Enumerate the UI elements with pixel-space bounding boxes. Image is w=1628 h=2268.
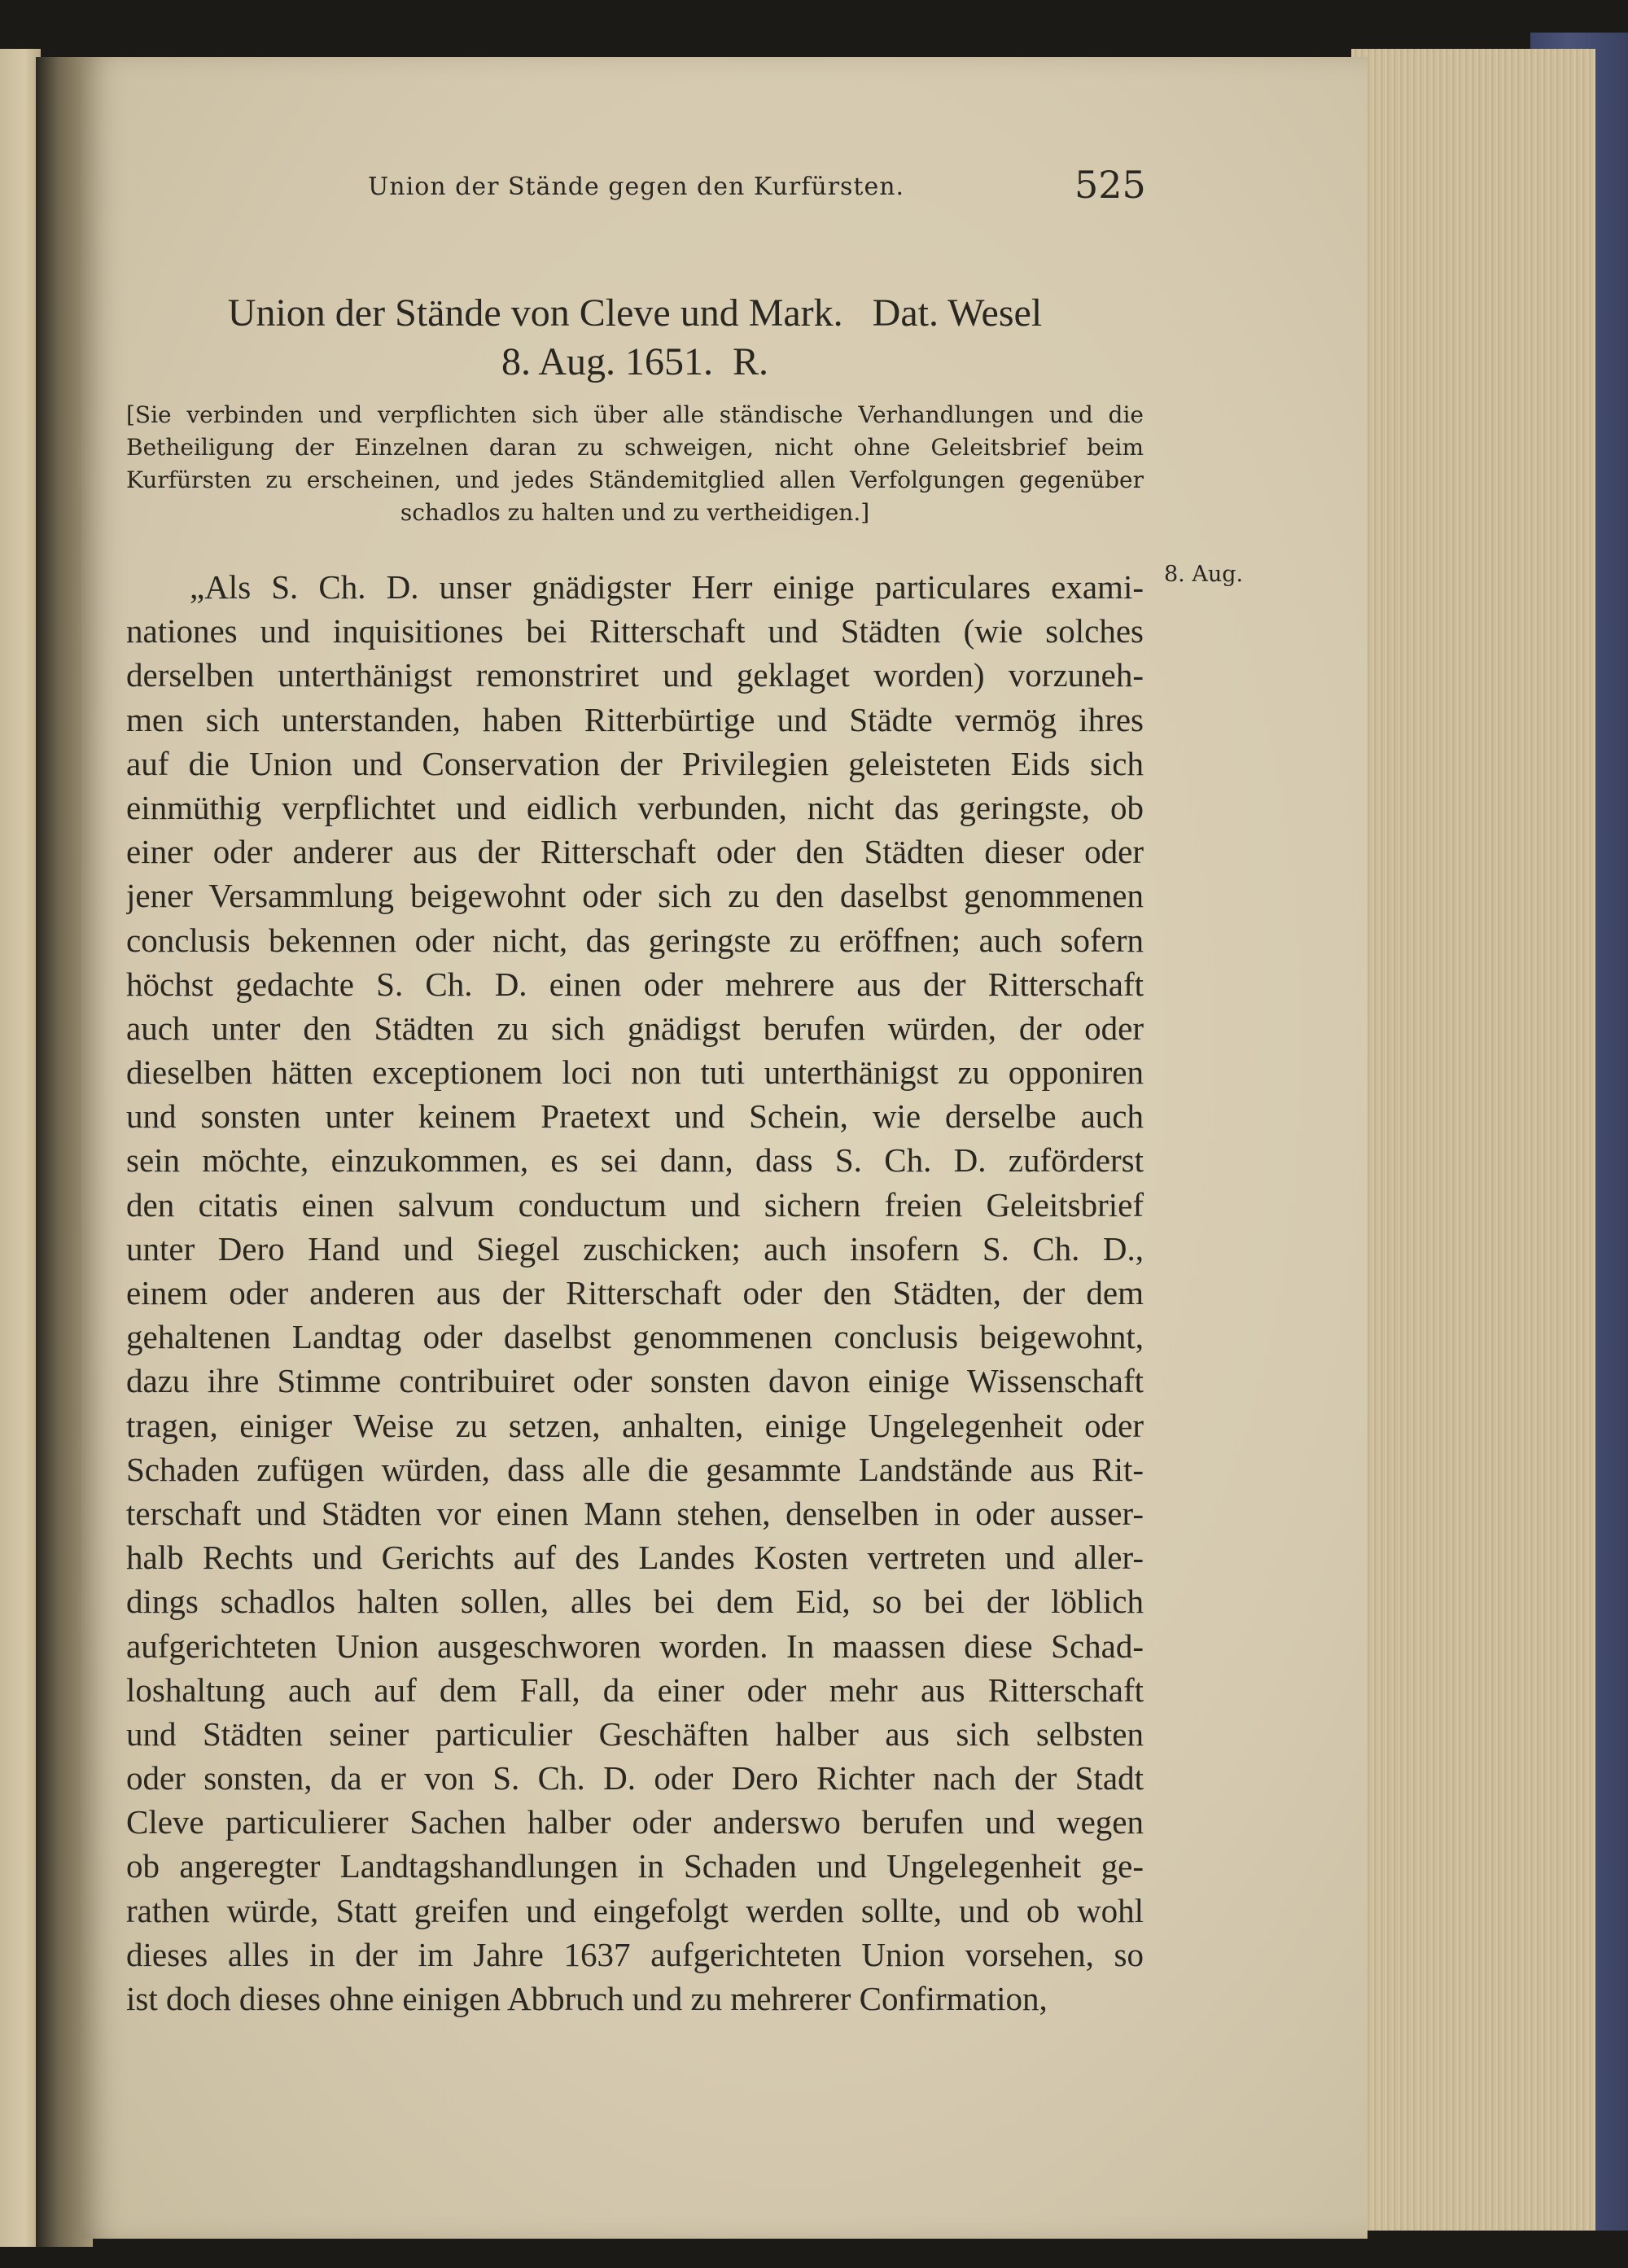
body-line: oder sonsten, da er von S. Ch. D. oder Dero Richter nach der Stadt [126, 1759, 1144, 1797]
body-line: Cleve particulierer Sachen halber oder anderswo berufen und wegen [126, 1803, 1144, 1841]
body-line: gehaltenen Landtag oder daselbst genommenen conclusis beigewohnt, [126, 1318, 1144, 1356]
document-title-line-1: Union der Stände von Cleve und Mark. Dat. Wesel [227, 291, 1043, 335]
body-line: auch unter den Städten zu sich gnädigst berufen würden, der oder [126, 1009, 1144, 1047]
body-line: tragen, einiger Weise zu setzen, anhalten, einige Ungelegenheit oder [126, 1406, 1144, 1444]
body-line: einer oder anderer aus der Ritterschaft oder den Städten dieser oder [126, 833, 1144, 871]
body-line: conclusis bekennen oder nicht, das geringste zu eröffnen; auch sofern [126, 921, 1144, 959]
body-line: rathen würde, Statt greifen und eingefolgt werden sollte, und ob wohl [126, 1891, 1144, 1929]
document-summary [126, 399, 1144, 529]
facing-page-edge [0, 49, 41, 2247]
body-line: Schaden zufügen würden, dass alle die gesammte Landstände aus Rit- [126, 1450, 1144, 1488]
body-line: terschaft und Städten vor einen Mann stehen, denselben in oder ausser- [126, 1494, 1144, 1532]
body-line: dieselben hätten exceptionem loci non tuti unterthänigst zu opponiren [126, 1053, 1144, 1092]
body-line: einem oder anderen aus der Ritterschaft oder den Städten, der dem [126, 1274, 1144, 1311]
summary-line: schadlos zu halten und zu vertheidigen.] [400, 499, 870, 526]
body-line: aufgerichteten Union ausgeschworen worden. In maassen diese Schad- [126, 1627, 1144, 1665]
body-line: nationes und inquisitiones bei Ritterschaft und Städten (wie solches [126, 612, 1144, 650]
body-line: und Städten seiner particulier Geschäften halber aus sich selbsten [126, 1714, 1144, 1753]
body-line: derselben unterthänigst remonstriret und geklaget worden) vorzuneh- [126, 656, 1144, 694]
body-line: einmüthig verpflichtet und eidlich verbunden, nicht das geringste, ob [126, 788, 1144, 826]
body-line: men sich unterstanden, haben Ritterbürtige und Städte vermög ihres [126, 700, 1144, 738]
body-line: jener Versammlung beigewohnt oder sich zu den daselbst genommenen [126, 877, 1144, 915]
body-line: auf die Union und Conservation der Privilegien geleisteten Eids sich [126, 744, 1144, 782]
body-line: sein möchte, einzukommen, es sei dann, dass S. Ch. D. zuförderst [126, 1141, 1144, 1180]
body-line: unter Dero Hand und Siegel zuschicken; auch insofern S. Ch. D., [126, 1229, 1144, 1268]
body-line: den citatis einen salvum conductum und sichern freien Geleitsbrief [126, 1185, 1144, 1224]
body-line: dings schadlos halten sollen, alles bei dem Eid, so bei der löblich [126, 1583, 1144, 1621]
body-line: höchst gedachte S. Ch. D. einen oder mehrere aus der Ritterschaft [126, 965, 1144, 1003]
document-title [147, 289, 1123, 387]
page-number: 525 [1074, 163, 1146, 207]
body-line: halb Rechts und Gerichts auf des Landes Kosten vertreten und aller- [126, 1539, 1144, 1577]
running-head: Union der Stände gegen den Kurfürsten. [368, 173, 905, 201]
body-line: und sonsten unter keinem Praetext und Schein, wie derselbe auch [126, 1097, 1144, 1136]
body-line: ob angeregter Landtagshandlungen in Schaden und Ungelegenheit ge- [126, 1847, 1144, 1885]
body-line: „Als S. Ch. D. unser gnädigster Herr einige particulares exami- [190, 568, 1144, 606]
body-line: loshaltung auch auf dem Fall, da einer oder mehr aus Ritterschaft [126, 1670, 1144, 1709]
body-line: dazu ihre Stimme contribuiret oder sonsten davon einige Wissenschaft [126, 1362, 1144, 1400]
body-line: dieses alles in der im Jahre 1637 aufgerichteten Union vorsehen, so [126, 1935, 1144, 1973]
summary-line: Betheiligung der Einzelnen daran zu schweigen, nicht ohne Geleitsbrief beim [126, 434, 1144, 461]
body-line: ist doch dieses ohne einigen Abbruch und zu mehrerer Confirmation, [126, 1980, 1048, 2017]
document-title-line-2: 8. Aug. 1651. R. [501, 340, 769, 383]
summary-line: [Sie verbinden und verpflichten sich über alle ständische Verhandlungen und die [126, 401, 1144, 428]
margin-date-note: 8. Aug. [1164, 562, 1244, 587]
summary-line: Kurfürsten zu erscheinen, und jedes Ständemitglied allen Verfolgungen gegenüber [126, 466, 1144, 493]
page-edges [1351, 49, 1595, 2231]
body-text [126, 565, 1144, 2021]
